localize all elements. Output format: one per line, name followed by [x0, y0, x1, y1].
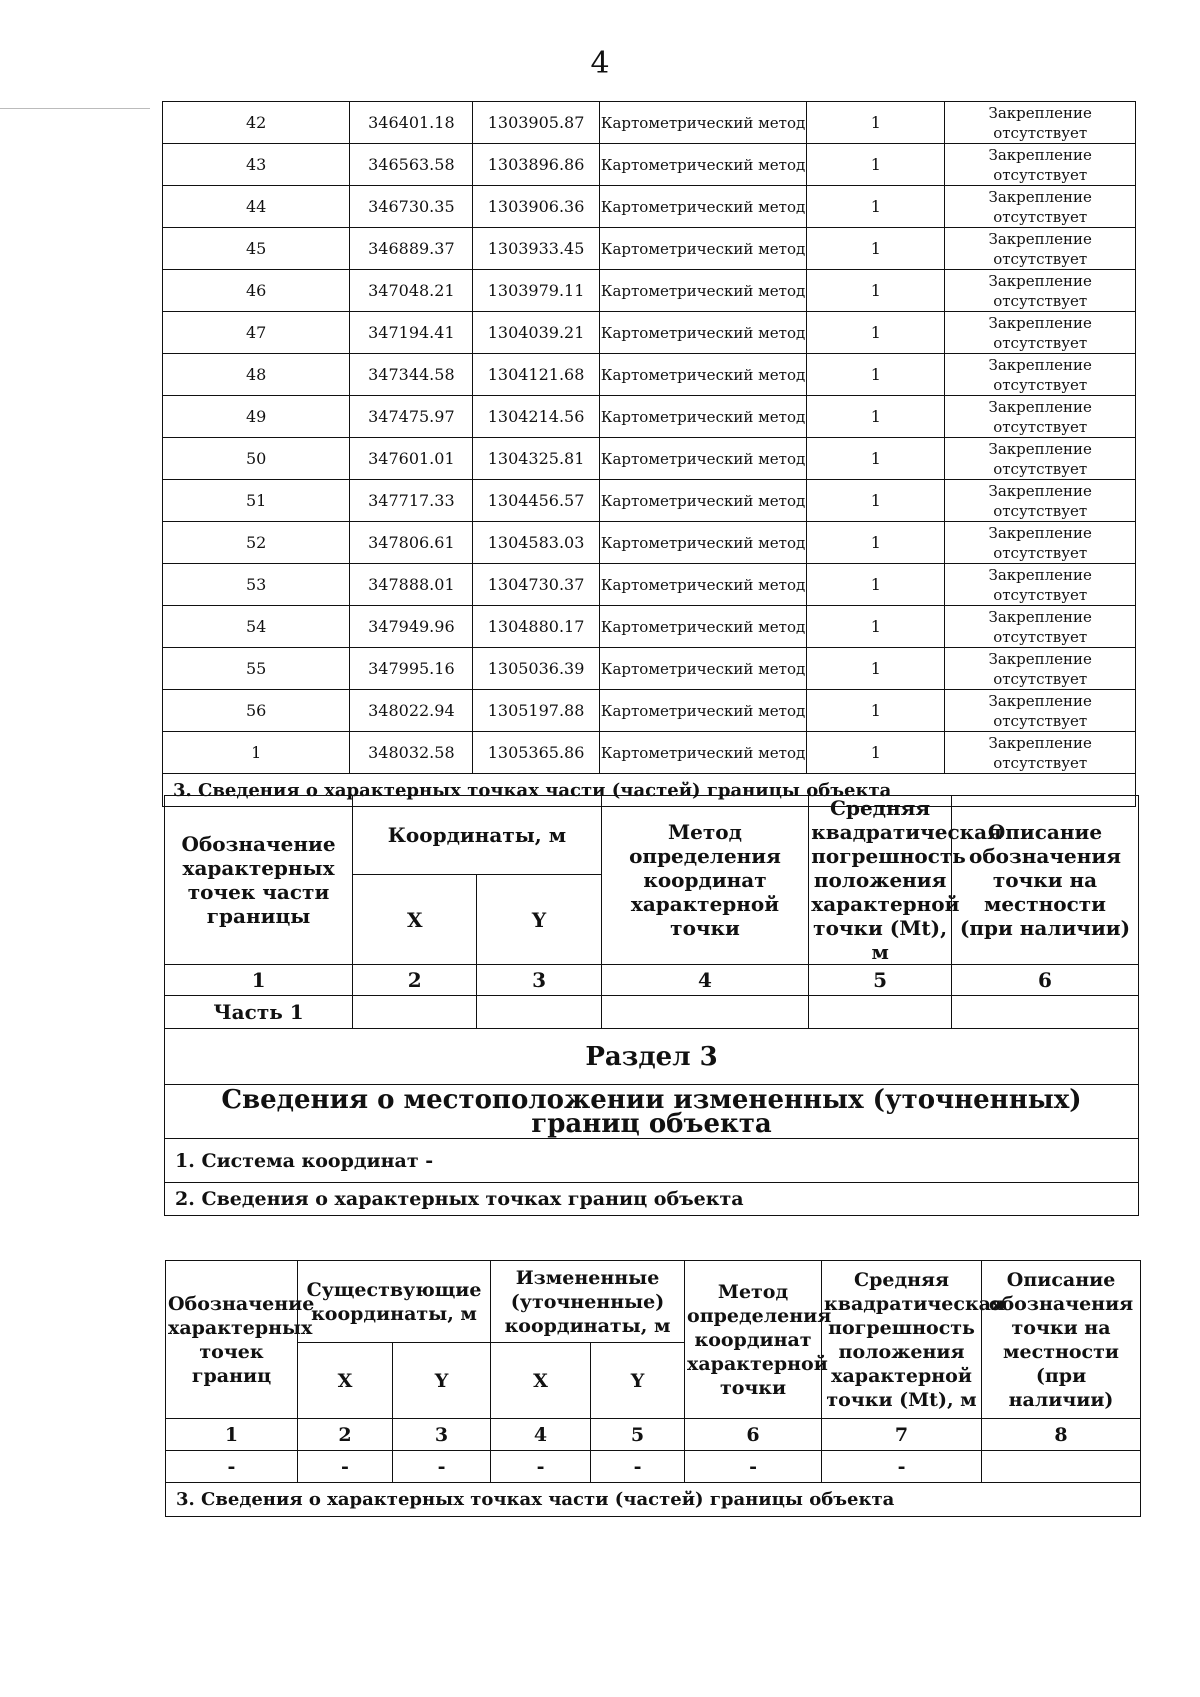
- fixation-cell: Закрепление отсутствует: [945, 396, 1136, 438]
- error-cell: 1: [807, 564, 945, 606]
- header-error: Средняя квадратическая погрешность положения характерной точки (Mt), м: [809, 796, 952, 965]
- section-title: Раздел 3: [165, 1029, 1139, 1085]
- fixation-cell: Закрепление отсутствует: [945, 480, 1136, 522]
- method-cell: Картометрический метод: [599, 648, 807, 690]
- header-method: Метод определения координат характерной точки: [685, 1261, 822, 1419]
- fixation-cell: Закрепление отсутствует: [945, 438, 1136, 480]
- section-subtitle: Сведения о местоположении измененных (уточненных) границ объекта: [165, 1085, 1139, 1139]
- dash-cell: -: [822, 1451, 982, 1483]
- method-cell: Картометрический метод: [599, 732, 807, 774]
- method-cell: Картометрический метод: [599, 144, 807, 186]
- error-cell: 1: [807, 522, 945, 564]
- method-cell: Картометрический метод: [599, 522, 807, 564]
- part-points-caption: 3. Сведения о характерных точках части (частей) границы объекта: [166, 1483, 1141, 1517]
- point-number: 42: [163, 102, 350, 144]
- coord-y: 1303896.86: [473, 144, 599, 186]
- table-row: [163, 732, 1136, 774]
- empty-cell: [982, 1451, 1141, 1483]
- table-row: [163, 228, 1136, 270]
- point-number: 51: [163, 480, 350, 522]
- coord-x: 347949.96: [350, 606, 473, 648]
- table-row: [163, 312, 1136, 354]
- dash-cell: -: [491, 1451, 591, 1483]
- empty-cell: [601, 996, 809, 1029]
- fixation-cell: Закрепление отсутствует: [945, 144, 1136, 186]
- error-cell: 1: [807, 228, 945, 270]
- method-cell: Картометрический метод: [599, 690, 807, 732]
- dash-cell: -: [685, 1451, 822, 1483]
- coord-y: 1305365.86: [473, 732, 599, 774]
- fixation-cell: Закрепление отсутствует: [945, 102, 1136, 144]
- coord-x: 347344.58: [350, 354, 473, 396]
- column-number: 1: [165, 965, 353, 996]
- fixation-cell: Закрепление отсутствует: [945, 270, 1136, 312]
- method-cell: Картометрический метод: [599, 354, 807, 396]
- method-cell: Картометрический метод: [599, 564, 807, 606]
- method-cell: Картометрический метод: [599, 186, 807, 228]
- header-x-existing: X: [298, 1343, 393, 1419]
- point-number: 47: [163, 312, 350, 354]
- point-number: 56: [163, 690, 350, 732]
- fixation-cell: Закрепление отсутствует: [945, 690, 1136, 732]
- coord-y: 1304214.56: [473, 396, 599, 438]
- column-number: 7: [822, 1419, 982, 1451]
- point-number: 46: [163, 270, 350, 312]
- part-points-table: [164, 795, 1139, 1216]
- error-cell: 1: [807, 270, 945, 312]
- dash-cell: -: [591, 1451, 685, 1483]
- column-number: 6: [685, 1419, 822, 1451]
- point-number: 1: [163, 732, 350, 774]
- error-cell: 1: [807, 186, 945, 228]
- error-cell: 1: [807, 102, 945, 144]
- header-error: Средняя квадратическая погрешность положения характерной точки (Mt), м: [822, 1261, 982, 1419]
- empty-cell: [353, 996, 477, 1029]
- method-cell: Картометрический метод: [599, 606, 807, 648]
- fixation-cell: Закрепление отсутствует: [945, 186, 1136, 228]
- coord-y: 1304583.03: [473, 522, 599, 564]
- table-row: [163, 438, 1136, 480]
- coord-x: 347475.97: [350, 396, 473, 438]
- fixation-cell: Закрепление отсутствует: [945, 354, 1136, 396]
- coord-x: 347717.33: [350, 480, 473, 522]
- point-number: 54: [163, 606, 350, 648]
- table-row: [163, 354, 1136, 396]
- table-row: [163, 144, 1136, 186]
- table-row: [163, 396, 1136, 438]
- fixation-cell: Закрепление отсутствует: [945, 312, 1136, 354]
- method-cell: Картометрический метод: [599, 438, 807, 480]
- column-number: 3: [393, 1419, 491, 1451]
- column-number: 1: [166, 1419, 298, 1451]
- error-cell: 1: [807, 606, 945, 648]
- error-cell: 1: [807, 690, 945, 732]
- coord-y: 1303979.11: [473, 270, 599, 312]
- coord-y: 1304456.57: [473, 480, 599, 522]
- error-cell: 1: [807, 396, 945, 438]
- point-number: 55: [163, 648, 350, 690]
- table-row: [163, 480, 1136, 522]
- error-cell: 1: [807, 312, 945, 354]
- table-row: [163, 690, 1136, 732]
- coord-y: 1304039.21: [473, 312, 599, 354]
- method-cell: Картометрический метод: [599, 270, 807, 312]
- fixation-cell: Закрепление отсутствует: [945, 648, 1136, 690]
- method-cell: Картометрический метод: [599, 102, 807, 144]
- fixation-cell: Закрепление отсутствует: [945, 522, 1136, 564]
- table-row: [163, 270, 1136, 312]
- coord-x: 346889.37: [350, 228, 473, 270]
- coord-x: 347806.61: [350, 522, 473, 564]
- column-number: 5: [591, 1419, 685, 1451]
- coord-x: 347048.21: [350, 270, 473, 312]
- header-x-changed: X: [491, 1343, 591, 1419]
- fixation-cell: Закрепление отсутствует: [945, 606, 1136, 648]
- table-row: [163, 648, 1136, 690]
- error-cell: 1: [807, 480, 945, 522]
- empty-cell: [477, 996, 601, 1029]
- error-cell: 1: [807, 438, 945, 480]
- coord-x: 347995.16: [350, 648, 473, 690]
- header-description: Описание обозначения точки на местности (при наличии): [982, 1261, 1141, 1419]
- page-number: 4: [590, 46, 610, 81]
- header-description: Описание обозначения точки на местности (при наличии): [951, 796, 1138, 965]
- column-number: 6: [951, 965, 1138, 996]
- point-number: 49: [163, 396, 350, 438]
- coord-y: 1303933.45: [473, 228, 599, 270]
- dash-cell: -: [166, 1451, 298, 1483]
- method-cell: Картометрический метод: [599, 396, 807, 438]
- coord-y: 1304121.68: [473, 354, 599, 396]
- header-designation: Обозначение характерных точек границ: [166, 1261, 298, 1419]
- error-cell: 1: [807, 648, 945, 690]
- coord-x: 346401.18: [350, 102, 473, 144]
- table-row: [163, 186, 1136, 228]
- changed-points-table: [165, 1260, 1141, 1517]
- column-number: 3: [477, 965, 601, 996]
- column-number: 2: [353, 965, 477, 996]
- part-label: Часть 1: [165, 996, 353, 1029]
- dash-cell: -: [393, 1451, 491, 1483]
- empty-cell: [951, 996, 1138, 1029]
- boundary-points-caption: 2. Сведения о характерных точках границ объекта: [165, 1183, 1139, 1216]
- coord-x: 348022.94: [350, 690, 473, 732]
- point-number: 52: [163, 522, 350, 564]
- header-method: Метод определения координат характерной точки: [601, 796, 809, 965]
- coord-y: 1305197.88: [473, 690, 599, 732]
- method-cell: Картометрический метод: [599, 480, 807, 522]
- error-cell: 1: [807, 354, 945, 396]
- error-cell: 1: [807, 144, 945, 186]
- point-number: 53: [163, 564, 350, 606]
- method-cell: Картометрический метод: [599, 312, 807, 354]
- header-y: Y: [477, 875, 601, 965]
- fixation-cell: Закрепление отсутствует: [945, 732, 1136, 774]
- header-designation: Обозначение характерных точек части границы: [165, 796, 353, 965]
- column-number: 5: [809, 965, 952, 996]
- coord-y: 1305036.39: [473, 648, 599, 690]
- column-number: 4: [601, 965, 809, 996]
- empty-cell: [809, 996, 952, 1029]
- header-changed-coordinates: Измененные (уточненные) координаты, м: [491, 1261, 685, 1343]
- coord-y: 1304730.37: [473, 564, 599, 606]
- boundary-points-table: [162, 101, 1136, 807]
- table-row: [163, 102, 1136, 144]
- dash-cell: -: [298, 1451, 393, 1483]
- coord-x: 347601.01: [350, 438, 473, 480]
- point-number: 48: [163, 354, 350, 396]
- method-cell: Картометрический метод: [599, 228, 807, 270]
- header-x: X: [353, 875, 477, 965]
- point-number: 44: [163, 186, 350, 228]
- coord-y: 1303905.87: [473, 102, 599, 144]
- fixation-cell: Закрепление отсутствует: [945, 228, 1136, 270]
- coord-y: 1304880.17: [473, 606, 599, 648]
- point-number: 45: [163, 228, 350, 270]
- part-points-caption: 3. Сведения о характерных точках части (частей) границы объекта: [163, 774, 1136, 807]
- header-coordinates: Координаты, м: [353, 796, 602, 875]
- table-row: [163, 564, 1136, 606]
- coord-x: 348032.58: [350, 732, 473, 774]
- coord-x: 347194.41: [350, 312, 473, 354]
- table-row: [163, 606, 1136, 648]
- coordinate-system-caption: 1. Система координат -: [165, 1139, 1139, 1183]
- point-number: 50: [163, 438, 350, 480]
- header-y-changed: Y: [591, 1343, 685, 1419]
- coord-x: 346730.35: [350, 186, 473, 228]
- column-number: 2: [298, 1419, 393, 1451]
- coord-y: 1304325.81: [473, 438, 599, 480]
- fixation-cell: Закрепление отсутствует: [945, 564, 1136, 606]
- point-number: 43: [163, 144, 350, 186]
- coord-y: 1303906.36: [473, 186, 599, 228]
- coord-x: 346563.58: [350, 144, 473, 186]
- header-existing-coordinates: Существующие координаты, м: [298, 1261, 491, 1343]
- column-number: 8: [982, 1419, 1141, 1451]
- table-row: [163, 522, 1136, 564]
- coord-x: 347888.01: [350, 564, 473, 606]
- error-cell: 1: [807, 732, 945, 774]
- header-y-existing: Y: [393, 1343, 491, 1419]
- scan-artifact-line: [0, 108, 150, 109]
- column-number: 4: [491, 1419, 591, 1451]
